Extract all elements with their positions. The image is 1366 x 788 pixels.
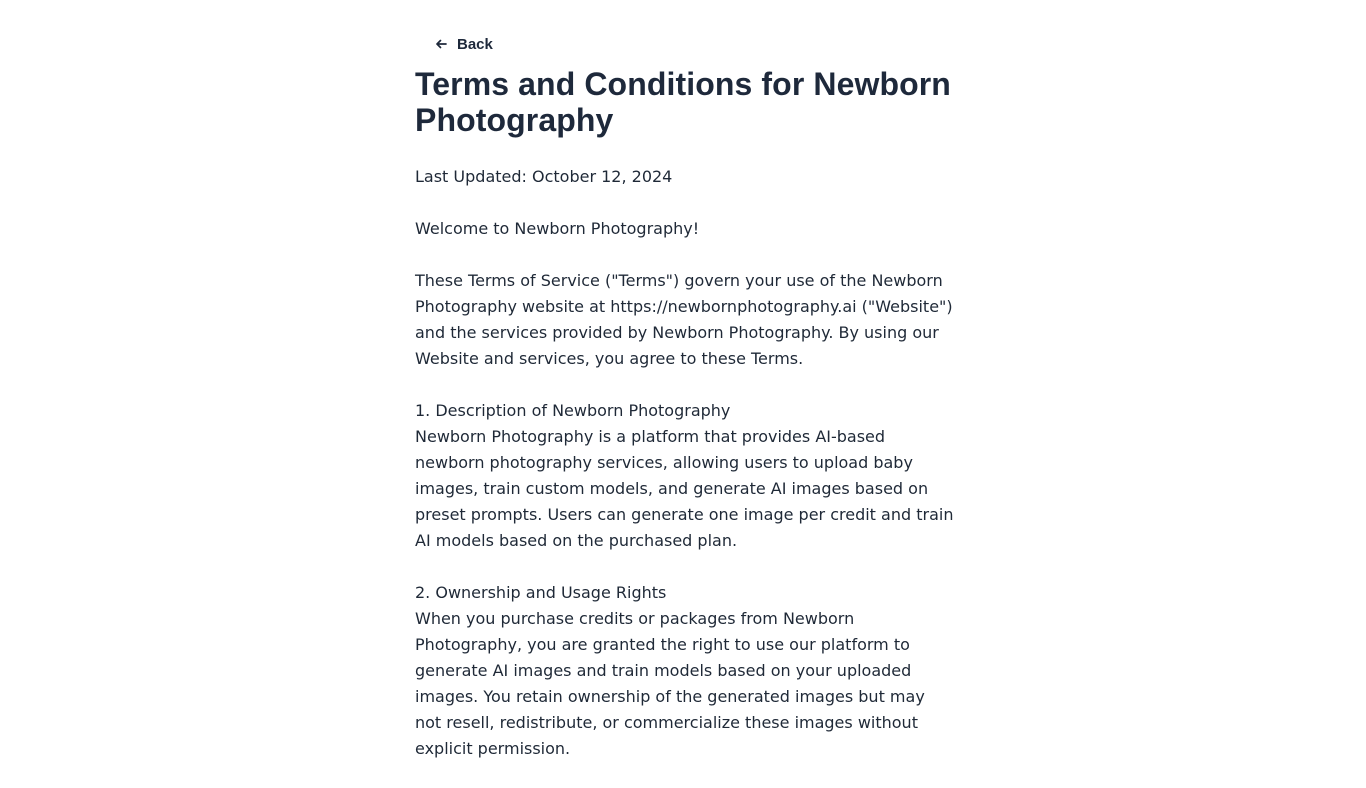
section-body-ownership: When you purchase credits or packages from Newborn Photography, you are granted the right to use our platform to generate AI images and train models based on your uploaded images. You retain ownership of the generated images but may not resell, redistribute, or commercialize these images without explicit permission. — [415, 609, 925, 758]
last-updated: Last Updated: October 12, 2024 — [415, 167, 673, 186]
intro-paragraph: These Terms of Service ("Terms") govern your use of the Newborn Photography website at https://newbornphotography.ai ("Website") and the services provided by Newborn Photography. By using our Website and services, you agree to these Terms. — [415, 271, 953, 368]
back-button[interactable] — [435, 33, 493, 55]
terms-content — [415, 164, 955, 788]
section-heading-description: 1. Description of Newborn Photography — [415, 401, 731, 420]
page-title: Terms and Conditions for Newborn Photography — [415, 66, 951, 138]
arrow-left-icon — [435, 38, 447, 50]
back-label: Back — [457, 35, 493, 53]
section-heading-ownership: 2. Ownership and Usage Rights — [415, 583, 667, 602]
section-body-description: Newborn Photography is a platform that provides AI-based newborn photography services, allowing users to upload baby images, train custom models, and generate AI images based on preset prompts. Users can generate one image per credit and train AI models based on the purchased plan. — [415, 427, 954, 550]
welcome-text: Welcome to Newborn Photography! — [415, 219, 700, 238]
